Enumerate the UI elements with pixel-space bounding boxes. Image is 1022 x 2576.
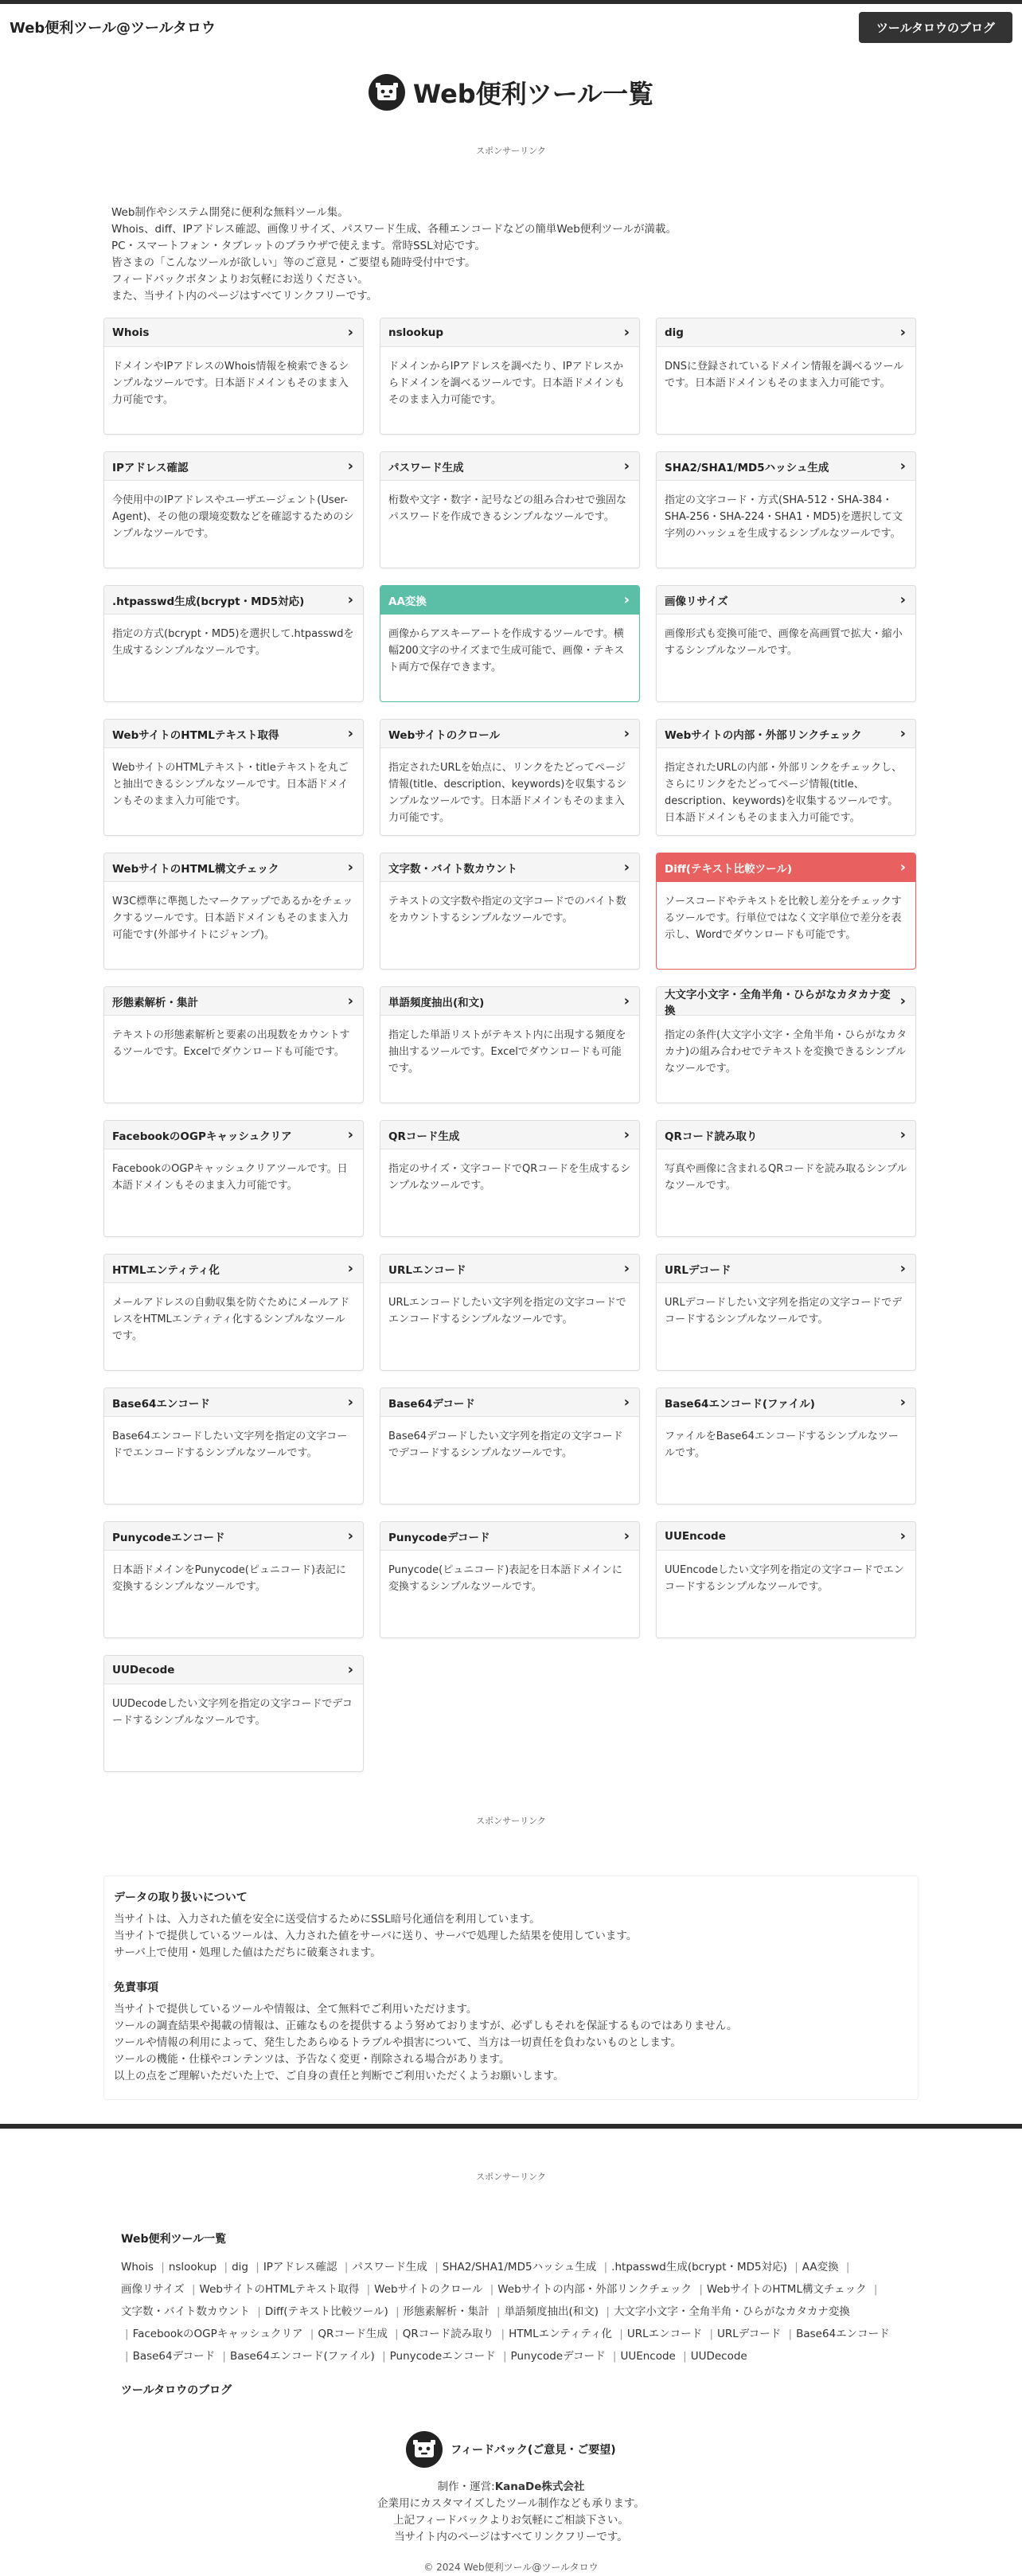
notice-section [103,1875,919,2100]
card-title: パスワード生成 [388,461,464,474]
chevron-right-icon: › [623,724,630,742]
card-title: QRコード読み取り [665,1130,758,1143]
site-title[interactable]: Web便利ツール@ツールタロウ [10,20,216,37]
chevron-right-icon: › [899,1126,906,1143]
chevron-right-icon: › [623,591,630,608]
disclaimer-heading: 免責事項 [114,1981,158,1994]
card-title: IPアドレス確認 [112,461,189,474]
link-separator: | [502,2350,507,2363]
chevron-right-icon: › [347,1259,353,1277]
card-description: テキストの形態素解析と要素の出現数をカウントするツールです。Excelでダウンロードも可能です。 [112,1029,350,1058]
tool-card-whois[interactable] [103,318,364,435]
site-footer [0,2124,1022,2576]
card-title: FacebookのOGPキャッシュクリア [112,1130,292,1143]
card-title: URLエンコード [388,1263,466,1277]
card-title: 大文字小文字・全角半角・ひらがなカタカナ変換 [665,988,891,1017]
footer-tool-link[interactable]: dig [232,2261,248,2274]
card-header[interactable] [104,987,363,1016]
notice-line: ツールの機能・仕様やコンテンツは、予告なく変更・削除される場合があります。 [114,2053,510,2066]
link-separator: | [788,2328,793,2340]
sponsor-label: スポンサーリンク [476,1816,546,1826]
chevron-right-icon: › [899,992,906,1009]
tool-card-html-entity[interactable] [103,1254,364,1371]
chevron-right-icon: › [899,1259,906,1277]
tool-card-uudecode[interactable] [103,1655,364,1772]
tool-card-case-convert[interactable] [656,986,916,1103]
tool-card-base64-file[interactable] [656,1388,916,1505]
tool-card-qr-read[interactable] [656,1120,916,1237]
card-description: 桁数や文字・数字・記号などの組み合わせで強固なパスワードを作成できるシンプルなツールです。 [388,494,627,523]
card-header[interactable] [657,987,915,1016]
card-description: Base64デコードしたい文字列を指定の文字コードでデコードするシンプルなツールです。 [388,1430,623,1459]
card-description: Base64エンコードしたい文字列を指定の文字コードでエンコードするシンプルなツールです。 [112,1430,348,1459]
footer-tools-heading: Web便利ツール一覧 [121,2233,227,2246]
card-title: UUEncode [665,1529,726,1543]
card-title: 単語頻度抽出(和文) [388,996,485,1009]
intro-line: また、当サイト内のページはすべてリンクフリーです。 [111,290,378,302]
footer-tool-link[interactable]: SHA2/SHA1/MD5ハッシュ生成 [442,2261,597,2274]
chevron-right-icon: › [623,992,630,1009]
card-header[interactable] [104,853,363,882]
card-header[interactable] [657,586,915,615]
hero [0,74,1022,111]
link-separator: | [222,2350,226,2363]
tool-card-ip-check[interactable] [103,451,364,568]
company-name[interactable]: KanaDe株式会社 [494,2480,585,2493]
card-title: Punycodeデコード [388,1531,490,1544]
chevron-right-icon: › [899,1393,906,1411]
card-title: WebサイトのHTMLテキスト取得 [112,728,279,742]
tool-card-punycode-decode[interactable] [380,1521,640,1638]
link-separator: | [612,2350,617,2363]
chevron-right-icon: › [623,457,630,474]
notice-line: 当サイトは、入力された値を安全に送受信するためにSSL暗号化通信を利用しています。 [114,1913,540,1926]
footer-tool-link[interactable]: .htpasswd生成(bcrypt・MD5対応) [611,2261,787,2274]
footer-tool-link[interactable]: WebサイトのHTMLテキスト取得 [199,2283,360,2296]
link-separator: | [873,2283,878,2296]
tool-card-aa[interactable] [380,585,640,702]
footer-tool-link[interactable]: WebサイトのHTML構文チェック [706,2283,867,2296]
card-header[interactable] [104,1388,363,1417]
link-separator: | [501,2328,505,2340]
footer-tool-link[interactable]: UUEncode [620,2350,676,2363]
sponsor-label: スポンサーリンク [476,146,546,156]
chevron-right-icon: › [623,323,630,341]
card-description: FacebookのOGPキャッシュクリアツールです。日本語ドメインもそのまま入力可能です。 [112,1163,348,1192]
card-header[interactable] [657,318,915,347]
chevron-right-icon: › [347,858,353,876]
card-description: 指定されたURLの内部・外部リンクをチェックし、さらにリンクをたどってページ情報(title、description、keywords)を収集するツールです。日本語ドメインもそのまま入力可能です。 [665,762,903,824]
company-line: 企業用にカスタマイズしたツール制作なども承ります。 [377,2497,645,2510]
card-header[interactable] [657,853,915,882]
card-header[interactable] [657,720,915,748]
card-description: UUDecodeしたい文字列を指定の文字コードでデコードするシンプルなツールです。 [112,1698,353,1727]
footer-blog-link[interactable]: ツールタロウのブログ [121,2384,232,2397]
card-description: UUEncodeしたい文字列を指定の文字コードでエンコードするシンプルなツールです。 [665,1564,904,1593]
footer-tool-link[interactable]: Diff(テキスト比較ツール) [264,2305,388,2318]
tool-card-link-check[interactable] [656,719,916,836]
card-description: ドメインやIPアドレスのWhois情報を検索できるシンプルなツールです。日本語ドメインもそのまま入力可能です。 [112,361,349,406]
card-title: Webサイトのクロール [388,728,501,742]
tool-card-char-count[interactable] [380,853,640,970]
tool-card-uuencode[interactable] [656,1521,916,1638]
card-title: Whois [112,326,150,339]
card-title: Webサイトの内部・外部リンクチェック [665,728,862,742]
card-description: DNSに登録されているドメイン情報を調べるツールです。日本語ドメインもそのまま入力可能です。 [665,361,904,389]
chevron-right-icon: › [347,992,353,1009]
card-header[interactable] [380,1121,639,1149]
card-header[interactable] [657,452,915,481]
chevron-right-icon: › [347,1527,353,1544]
card-description: テキストの文字数や指定の文字コードでのバイト数をカウントするシンプルなツールです。 [388,896,626,924]
card-title: HTMLエンティティ化 [112,1263,220,1277]
card-description: 指定の文字コード・方式(SHA-512・SHA-384・SHA-256・SHA-224・SHA1・MD5)を選択して文字列のハッシュを生成するシンプルなツールです。 [665,494,903,540]
card-header[interactable] [380,318,639,347]
card-header[interactable] [380,853,639,882]
card-header[interactable] [657,1255,915,1283]
link-separator: | [794,2261,798,2274]
card-title: .htpasswd生成(bcrypt・MD5対応) [112,595,305,608]
intro-line: Whois、diff、IPアドレス確認、画像リサイズ、パスワード生成、各種エンコードなどの簡単Web便利ツールが満載。 [111,223,677,236]
blog-button[interactable]: ツールタロウのブログ [859,12,1012,43]
card-header[interactable] [380,987,639,1016]
chevron-right-icon: › [623,1527,630,1544]
card-header[interactable] [380,1522,639,1551]
card-description: 写真や画像に含まれるQRコードを読み取るシンプルなツールです。 [665,1163,907,1192]
card-title: nslookup [388,326,444,339]
card-title: Base64エンコード [112,1397,210,1411]
intro-line: 皆さまの「こんなツールが欲しい」等のご意見・ご要望も随時受付中です。 [111,256,476,269]
footer-tool-link[interactable]: nslookup [168,2261,217,2274]
card-description: WebサイトのHTMLテキスト・titleテキストを丸ごと抽出できるシンプルなツールです。日本語ドメインもそのまま入力可能です。 [112,762,349,807]
card-title: 形態素解析・集計 [112,996,198,1009]
footer-tool-link[interactable]: URLデコード [717,2328,782,2340]
footer-tool-link[interactable]: パスワード生成 [352,2261,427,2274]
card-header[interactable] [380,452,639,481]
footer-tool-link[interactable]: 単語頻度抽出(和文) [504,2305,599,2318]
tool-card-crawl[interactable] [380,719,640,836]
link-separator: | [709,2328,713,2340]
sponsor-label: スポンサーリンク [476,2172,546,2182]
footer-tool-link[interactable]: 形態素解析・集計 [403,2305,490,2318]
card-header[interactable] [380,586,639,615]
card-description: 日本語ドメインをPunycode(ピュニコード)表記に変換するシンプルなツールです。 [112,1564,346,1593]
footer-links [121,2231,909,2398]
link-separator: | [396,2305,400,2318]
notice-line: 以上の点をご理解いただいた上で、ご自身の責任と判断でご利用いただくようお願いします。 [114,2070,564,2082]
chevron-right-icon: › [899,591,906,608]
footer-tool-link[interactable]: AA変換 [802,2261,839,2274]
intro-text [111,205,1022,305]
card-description: メールアドレスの自動収集を防ぐためにメールアドレスをHTMLエンティティ化するシンプルなツールです。 [112,1297,350,1342]
feedback-button[interactable] [0,2431,1022,2468]
intro-line: Web制作やシステム開発に便利な無料ツール集。 [111,206,349,219]
footer-tool-link[interactable]: Base64エンコード(ファイル) [229,2350,375,2363]
footer-tool-link[interactable]: Punycodeエンコード [389,2350,496,2363]
card-header[interactable] [380,720,639,748]
copyright: © 2024 Web便利ツール@ツールタロウ [423,2562,599,2573]
tool-card-punycode-encode[interactable] [103,1521,364,1638]
notice-line: 当サイトで提供しているツールや情報は、全て無料でご利用いただけます。 [114,2003,478,2016]
footer-tool-link[interactable]: FacebookのOGPキャッシュクリア [132,2328,303,2340]
robot-face-icon [369,74,405,111]
card-description: 指定した単語リストがテキスト内に出現する頻度を抽出するツールです。Excelでダウンロードも可能です。 [388,1029,626,1075]
tool-card-morph[interactable] [103,986,364,1103]
footer-tool-link[interactable]: QRコード読み取り [402,2328,494,2340]
chevron-right-icon: › [347,591,353,608]
card-description: 指定の方式(bcrypt・MD5)を選択して.htpasswdを生成するシンプルなツールです。 [112,628,354,657]
card-description: Punycode(ピュニコード)表記を日本語ドメインに変換するシンプルなツールです。 [388,1564,622,1593]
card-description: 画像からアスキーアートを作成するツールです。横幅200文字のサイズまで生成可能で、画像・テキスト両方で保存できます。 [388,628,625,673]
card-title: Base64デコード [388,1397,475,1411]
chevron-right-icon: › [347,323,353,341]
tool-card-word-freq[interactable] [380,986,640,1103]
link-separator: | [125,2328,129,2340]
chevron-right-icon: › [899,457,906,474]
footer-tool-link[interactable]: IPアドレス確認 [263,2261,337,2274]
chevron-right-icon: › [899,858,906,876]
card-title: Diff(テキスト比較ツール) [665,862,793,876]
notice-line: サーバ上で使用・処理した値はただちに破棄されます。 [114,1946,381,1959]
tool-card-diff[interactable] [656,853,916,970]
link-separator: | [125,2350,129,2363]
company-info [0,2479,1022,2546]
robot-face-icon [406,2431,443,2468]
tool-card-base64-decode[interactable] [380,1388,640,1505]
chevron-right-icon: › [347,1661,353,1678]
card-title: dig [665,326,684,339]
footer-tool-link[interactable]: URLエンコード [626,2328,703,2340]
card-header[interactable] [104,1255,363,1283]
intro-line: PC・スマートフォン・タブレットのブラウザで使えます。常時SSL対応です。 [111,240,486,252]
chevron-right-icon: › [899,323,906,341]
card-header[interactable] [657,1522,915,1551]
chevron-right-icon: › [623,1126,630,1143]
company-line [0,2479,1022,2496]
feedback-label: フィードバック(ご意見・ご要望) [451,2444,616,2457]
card-title: QRコード生成 [388,1130,460,1143]
tool-grid [103,318,919,1772]
card-description: 指定の条件(大文字小文字・全角半角・ひらがなカタカナ)の組み合わせでテキストを変換できるシンプルなツールです。 [665,1029,907,1075]
tool-card-htpasswd[interactable] [103,585,364,702]
card-header[interactable] [104,720,363,748]
card-title: SHA2/SHA1/MD5ハッシュ生成 [665,461,829,474]
page-title: Web便利ツール一覧 [412,79,654,109]
company-line: 上記フィードバックよりお気軽にご相談下さい。 [393,2514,629,2527]
card-description: 今使用中のIPアドレスやユーザエージェント(User-Agent)、その他の環境変数などを確認するためのシンプルなツールです。 [112,494,354,540]
link-separator: | [435,2261,439,2274]
link-separator: | [344,2261,349,2274]
tool-card-dig[interactable] [656,318,916,435]
chevron-right-icon: › [347,457,353,474]
card-description: 指定されたURLを始点に、リンクをたどってページ情報(title、description、keywords)を収集するシンプルなツールです。日本語ドメインもそのまま入力可能です。 [388,762,627,824]
footer-tool-link-list [121,2256,909,2367]
footer-tool-link[interactable]: 大文字小文字・全角半角・ひらがなカタカナ変換 [613,2305,850,2318]
card-header[interactable] [380,1255,639,1283]
chevron-right-icon: › [347,724,353,742]
notice-line: ツールの調査結果や掲載の情報は、正確なものを提供するよう努めておりますが、必ずしもそれを保証するものではありません。 [114,2020,738,2032]
tool-card-image-resize[interactable] [656,585,916,702]
card-header[interactable] [104,1656,363,1684]
footer-tool-link[interactable]: Whois [121,2261,154,2274]
link-separator: | [496,2305,501,2318]
link-separator: | [490,2283,494,2296]
tool-card-url-encode[interactable] [380,1254,640,1371]
card-description: ドメインからIPアドレスを調べたり、IPアドレスからドメインを調べるツールです。日本語ドメインもそのまま入力可能です。 [388,361,625,406]
link-separator: | [382,2350,386,2363]
footer-tool-link[interactable]: UUDecode [690,2350,747,2363]
chevron-right-icon: › [899,724,906,742]
site-header [0,4,1022,50]
footer-tool-link[interactable]: 画像リサイズ [121,2283,185,2296]
card-description: W3C標準に準拠したマークアップであるかをチェックするツールです。日本語ドメインもそのまま入力可能です(外部サイトにジャンプ)。 [112,896,353,941]
card-description: 画像形式も変換可能で、画像を高画質で拡大・縮小するシンプルなツールです。 [665,628,903,657]
card-header[interactable] [104,452,363,481]
company-prefix: 制作・運営: [437,2480,495,2493]
chevron-right-icon: › [623,1259,630,1277]
card-description: ファイルをBase64エンコードするシンプルなツールです。 [665,1430,899,1459]
link-separator: | [224,2261,228,2274]
link-separator: | [603,2261,608,2274]
footer-tool-link[interactable]: 文字数・バイト数カウント [121,2305,250,2318]
link-separator: | [395,2328,399,2340]
card-description: URLエンコードしたい文字列を指定の文字コードでエンコードするシンプルなツールです。 [388,1297,626,1325]
card-header[interactable] [380,1388,639,1417]
link-separator: | [699,2283,703,2296]
tool-card-ogp[interactable] [103,1120,364,1237]
footer-tool-link[interactable]: HTMLエンティティ化 [509,2328,612,2340]
card-header[interactable] [104,1522,363,1551]
chevron-right-icon: › [899,1527,906,1544]
footer-tool-link[interactable]: Base64エンコード [796,2328,890,2340]
tool-card-hash[interactable] [656,451,916,568]
card-description: 指定のサイズ・文字コードでQRコードを生成するシンプルなツールです。 [388,1163,631,1192]
link-separator: | [606,2305,610,2318]
tool-card-url-decode[interactable] [656,1254,916,1371]
notice-line: ツールや情報の利用によって、発生したあらゆるトラブルや損害について、当方は一切責任を負わないものとします。 [114,2036,681,2049]
card-title: Punycodeエンコード [112,1531,225,1544]
tool-card-html-text[interactable] [103,719,364,836]
card-title: 画像リサイズ [665,595,728,608]
chevron-right-icon: › [347,1393,353,1411]
link-separator: | [256,2261,259,2274]
card-title: AA変換 [388,595,427,608]
chevron-right-icon: › [623,1393,630,1411]
card-description: ソースコードやテキストを比較し差分をチェックするツールです。行単位ではなく文字単位で差分を表示し、Wordでダウンロードも可能です。 [665,896,902,941]
card-title: URLデコード [665,1263,731,1277]
card-title: 文字数・バイト数カウント [388,862,517,876]
link-separator: | [845,2261,850,2274]
footer-tool-link[interactable]: Punycodeデコード [510,2350,606,2363]
company-line: 当サイト内のページはすべてリンクフリーです。 [394,2531,628,2543]
card-header[interactable] [657,1121,915,1149]
footer-tool-link[interactable]: Webサイトの内部・外部リンクチェック [497,2283,692,2296]
notice-line: 当サイトで提供しているツールは、入力された値をサーバに送り、サーバで処理した結果を使用しています。 [114,1930,638,1942]
footer-tool-link[interactable]: Webサイトのクロール [374,2283,483,2296]
chevron-right-icon: › [347,1126,353,1143]
card-description: URLデコードしたい文字列を指定の文字コードでデコードするシンプルなツールです。 [665,1297,903,1325]
card-header[interactable] [104,1121,363,1149]
footer-tool-link[interactable]: QRコード生成 [318,2328,388,2340]
data-handling-heading: データの取り扱いについて [114,1891,248,1904]
tool-card-base64-encode[interactable] [103,1388,364,1505]
link-separator: | [683,2350,687,2363]
link-separator: | [161,2261,165,2274]
chevron-right-icon: › [623,858,630,876]
card-header[interactable] [657,1388,915,1417]
card-title: UUDecode [112,1663,175,1676]
tool-card-nslookup[interactable] [380,318,640,435]
link-separator: | [257,2305,261,2318]
link-separator: | [191,2283,196,2296]
tool-card-html-validate[interactable] [103,853,364,970]
link-separator: | [619,2328,623,2340]
intro-line: フィードバックボタンよりお気軽にお送りください。 [111,273,369,286]
card-header[interactable] [104,586,363,615]
tool-card-password[interactable] [380,451,640,568]
link-separator: | [310,2328,314,2340]
footer-tool-link[interactable]: Base64デコード [132,2350,216,2363]
link-separator: | [366,2283,371,2296]
card-header[interactable] [104,318,363,347]
card-title: WebサイトのHTML構文チェック [112,862,279,876]
tool-card-qr-gen[interactable] [380,1120,640,1237]
card-title: Base64エンコード(ファイル) [665,1397,815,1411]
